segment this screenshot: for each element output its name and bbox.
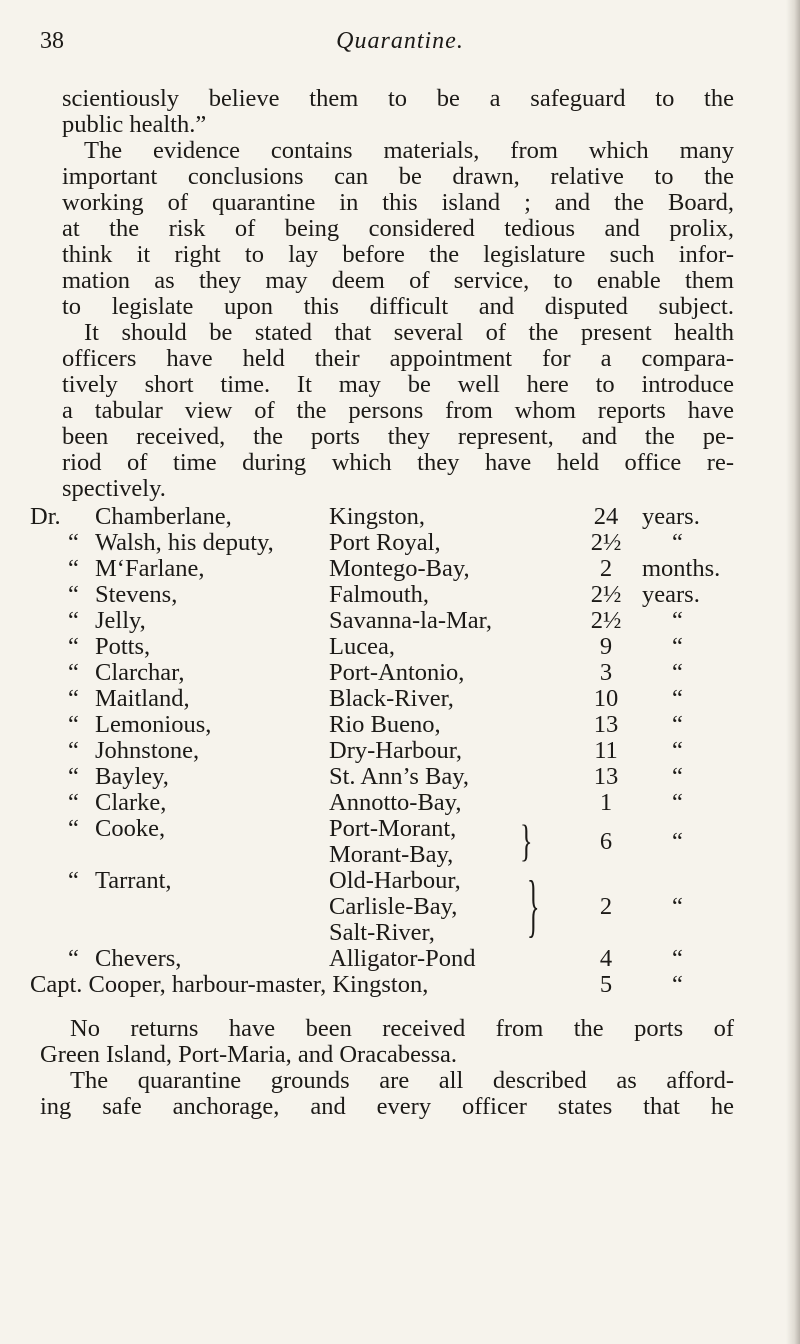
port-name: Falmouth, <box>329 581 430 608</box>
text-line: officers have held their appointment for a compara- <box>62 345 734 372</box>
ditto-mark: “ <box>68 711 79 738</box>
officer-name: Chevers, <box>95 945 182 972</box>
row-prefix: Dr. <box>30 503 61 530</box>
port-name: Dry-Harbour, <box>329 737 463 764</box>
officer-name: Bayley, <box>95 763 169 790</box>
text-line: spectively. <box>62 475 166 502</box>
text-line: It should be stated that several of the present health <box>84 319 734 346</box>
officer-name: Walsh, his deputy, <box>95 529 274 556</box>
tenure-unit: “ <box>672 789 683 816</box>
officer-name: Chamberlane, <box>95 503 232 530</box>
tenure-unit: “ <box>672 828 683 855</box>
text-line: Green Island, Port-Maria, and Oracabessa. <box>40 1041 458 1068</box>
tenure-unit: “ <box>672 763 683 790</box>
tenure-unit: “ <box>672 737 683 764</box>
officer-name: Clarke, <box>95 789 167 816</box>
port-name: Lucea, <box>329 633 395 660</box>
tenure-number: 10 <box>593 685 619 712</box>
text-line: scientiously believe them to be a safeguard to the <box>62 85 734 112</box>
text-line: The quarantine grounds are all described as afford- <box>70 1067 734 1094</box>
text-line: tively short time. It may be well here to introduce <box>62 371 734 398</box>
text-line: important conclusions can be drawn, relative to the <box>62 163 734 190</box>
officer-name: Maitland, <box>95 685 190 712</box>
tenure-number: 2½ <box>590 607 622 634</box>
page-number: 38 <box>40 28 64 54</box>
port-name: Kingston, <box>329 503 425 530</box>
text-line: a tabular view of the persons from whom reports have <box>62 397 734 424</box>
ditto-mark: “ <box>68 685 79 712</box>
tenure-number: 13 <box>593 763 619 790</box>
tenure-number: 4 <box>599 945 613 972</box>
text-line: mation as they may deem of service, to enable them <box>62 267 734 294</box>
tenure-number: 9 <box>599 633 613 660</box>
tenure-unit: “ <box>672 529 683 556</box>
tenure-unit: “ <box>672 633 683 660</box>
officer-name: Potts, <box>95 633 151 660</box>
tenure-unit: months. <box>642 555 721 582</box>
tenure-number: 2 <box>599 893 613 920</box>
text-line: at the risk of being considered tedious and prolix, <box>62 215 734 242</box>
officer-name: Johnstone, <box>95 737 200 764</box>
tenure-unit: years. <box>642 503 700 530</box>
port-name: Rio Bueno, <box>329 711 441 738</box>
port-name: Old-Harbour, <box>329 867 461 894</box>
tenure-number: 1 <box>599 789 613 816</box>
text-line: think it right to lay before the legislature such infor- <box>62 241 734 268</box>
officer-name: Jelly, <box>95 607 146 634</box>
port-name: Morant-Bay, <box>329 841 454 868</box>
port-name: Montego-Bay, <box>329 555 470 582</box>
tenure-number: 5 <box>599 971 613 998</box>
harbour-master-entry: Capt. Cooper, harbour-master, Kingston, <box>30 971 429 998</box>
ditto-mark: “ <box>68 789 79 816</box>
ditto-mark: “ <box>68 555 79 582</box>
ditto-mark: “ <box>68 945 79 972</box>
port-name: Port-Antonio, <box>329 659 465 686</box>
tenure-number: 2 <box>599 555 613 582</box>
port-name: Salt-River, <box>329 919 435 946</box>
text-line: public health.” <box>62 111 207 138</box>
right-brace: } <box>527 866 540 945</box>
running-title: Quarantine. <box>336 28 464 54</box>
tenure-unit: “ <box>672 659 683 686</box>
port-name: Black-River, <box>329 685 454 712</box>
port-name: Annotto-Bay, <box>329 789 462 816</box>
ditto-mark: “ <box>68 659 79 686</box>
officer-name: Tarrant, <box>95 867 172 894</box>
port-name: Savanna-la-Mar, <box>329 607 492 634</box>
ditto-mark: “ <box>68 763 79 790</box>
tenure-unit: years. <box>642 581 700 608</box>
port-name: Carlisle-Bay, <box>329 893 458 920</box>
tenure-number: 6 <box>599 828 613 855</box>
tenure-number: 11 <box>594 737 618 764</box>
tenure-number: 3 <box>599 659 613 686</box>
text-line: ing safe anchorage, and every officer states that he <box>40 1093 734 1120</box>
text-line: to legislate upon this difficult and disputed subject. <box>62 293 734 320</box>
port-name: Port Royal, <box>329 529 441 556</box>
right-brace: } <box>520 816 533 866</box>
tenure-unit: “ <box>672 893 683 920</box>
ditto-mark: “ <box>68 529 79 556</box>
tenure-number: 2½ <box>590 529 622 556</box>
ditto-mark: “ <box>68 581 79 608</box>
ditto-mark: “ <box>68 737 79 764</box>
tenure-unit: “ <box>672 607 683 634</box>
port-name: St. Ann’s Bay, <box>329 763 469 790</box>
tenure-number: 2½ <box>590 581 622 608</box>
ditto-mark: “ <box>68 633 79 660</box>
text-line: riod of time during which they have held office re- <box>62 449 734 476</box>
tenure-unit: “ <box>672 711 683 738</box>
officer-name: Clarchar, <box>95 659 185 686</box>
tenure-unit: “ <box>672 685 683 712</box>
tenure-number: 24 <box>593 503 619 530</box>
tenure-number: 13 <box>593 711 619 738</box>
port-name: Alligator-Pond <box>329 945 476 972</box>
tenure-unit: “ <box>672 945 683 972</box>
officer-name: M‘Farlane, <box>95 555 205 582</box>
text-line: working of quarantine in this island ; and the Board, <box>62 189 734 216</box>
text-line: The evidence contains materials, from which many <box>84 137 734 164</box>
port-name: Port-Morant, <box>329 815 457 842</box>
paragraph-5 <box>40 1068 734 1120</box>
text-line: been received, the ports they represent, and the pe- <box>62 423 734 450</box>
tenure-unit: “ <box>672 971 683 998</box>
ditto-mark: “ <box>68 867 79 894</box>
ditto-mark: “ <box>68 815 79 842</box>
officer-name: Cooke, <box>95 815 166 842</box>
ditto-mark: “ <box>68 607 79 634</box>
officer-name: Stevens, <box>95 581 178 608</box>
paragraph-4 <box>40 1016 734 1068</box>
text-line: No returns have been received from the ports of <box>70 1015 734 1042</box>
officer-name: Lemonious, <box>95 711 212 738</box>
